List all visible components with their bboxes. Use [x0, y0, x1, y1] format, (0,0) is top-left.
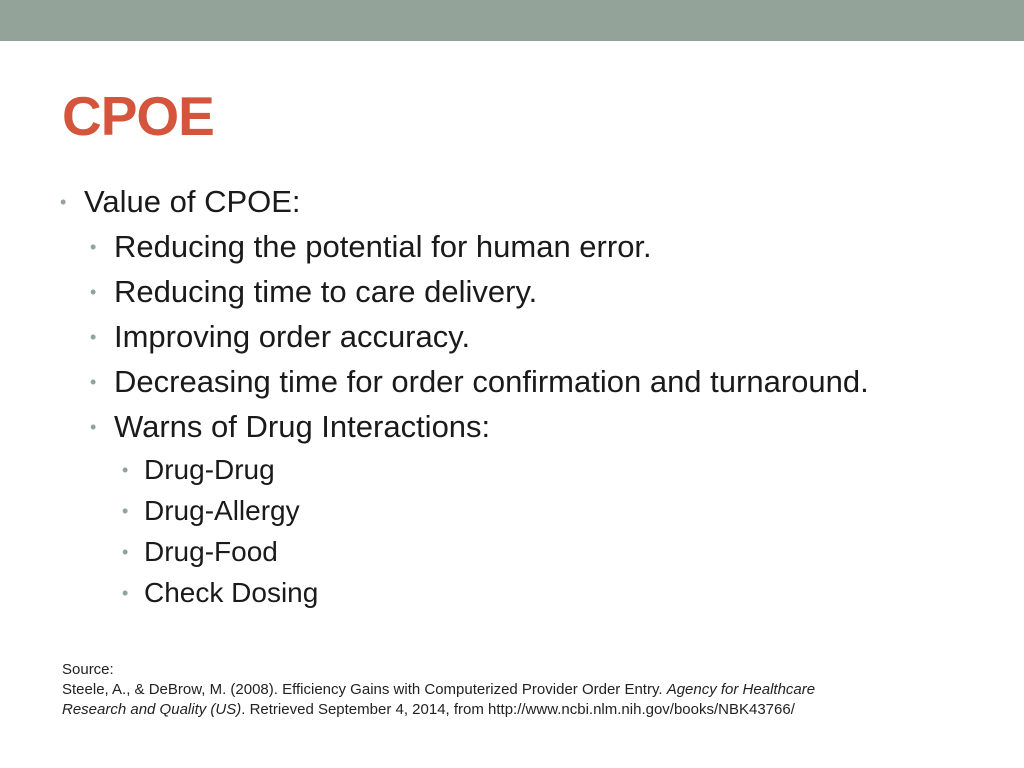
bullet-list	[0, 180, 869, 614]
bullet-drug-food	[0, 532, 869, 573]
bullet-text: Reducing time to care delivery.	[114, 274, 538, 309]
bullet-dot-icon: •	[90, 327, 97, 347]
bullet-drug-drug	[0, 450, 869, 491]
top-band	[0, 0, 1024, 41]
citation-text: Steele, A., & DeBrow, M. (2008). Efficiency Gains with Computerized Provider Order Entry.	[62, 681, 667, 698]
bullet-warns-drug-interactions	[0, 405, 869, 450]
bullet-text: Check Dosing	[144, 577, 319, 608]
bullet-check-dosing	[0, 573, 869, 614]
bullet-drug-allergy	[0, 491, 869, 532]
journal-name: Agency for Healthcare	[666, 681, 816, 698]
bullet-dot-icon: •	[122, 501, 129, 521]
bullet-decreasing-time	[0, 360, 869, 405]
bullet-dot-icon: •	[90, 282, 97, 302]
slide-title: CPOE	[62, 85, 214, 147]
bullet-improving-accuracy	[0, 315, 869, 360]
bullet-reducing-time	[0, 270, 869, 315]
bullet-dot-icon: •	[90, 417, 97, 437]
bullet-text: Drug-Drug	[144, 454, 275, 485]
bullet-reducing-human-error	[0, 225, 869, 270]
bullet-text: Reducing the potential for human error.	[114, 229, 652, 264]
bullet-dot-icon: •	[90, 237, 97, 257]
citation-line-1	[62, 680, 962, 700]
bullet-dot-icon: •	[90, 372, 97, 392]
bullet-text: Drug-Allergy	[144, 495, 300, 526]
bullet-dot-icon: •	[122, 460, 129, 480]
bullet-text: Improving order accuracy.	[114, 319, 471, 354]
source-citation	[62, 660, 962, 720]
journal-name-cont: Research and Quality (US)	[62, 701, 242, 718]
bullet-text: Drug-Food	[144, 536, 278, 567]
bullet-dot-icon: •	[122, 583, 129, 603]
citation-line-2	[62, 700, 962, 720]
bullet-text: Warns of Drug Interactions:	[114, 409, 491, 444]
citation-retrieved: . Retrieved September 4, 2014, from http://www.ncbi.nlm.nih.gov/books/NBK43766/	[241, 701, 795, 718]
bullet-dot-icon: •	[122, 542, 129, 562]
source-label: Source:	[62, 661, 114, 678]
bullet-text: Value of CPOE:	[84, 184, 301, 219]
bullet-text: Decreasing time for order confirmation and turnaround.	[114, 364, 869, 399]
bullet-dot-icon: •	[60, 192, 67, 212]
bullet-value-of-cpoe	[0, 180, 869, 225]
